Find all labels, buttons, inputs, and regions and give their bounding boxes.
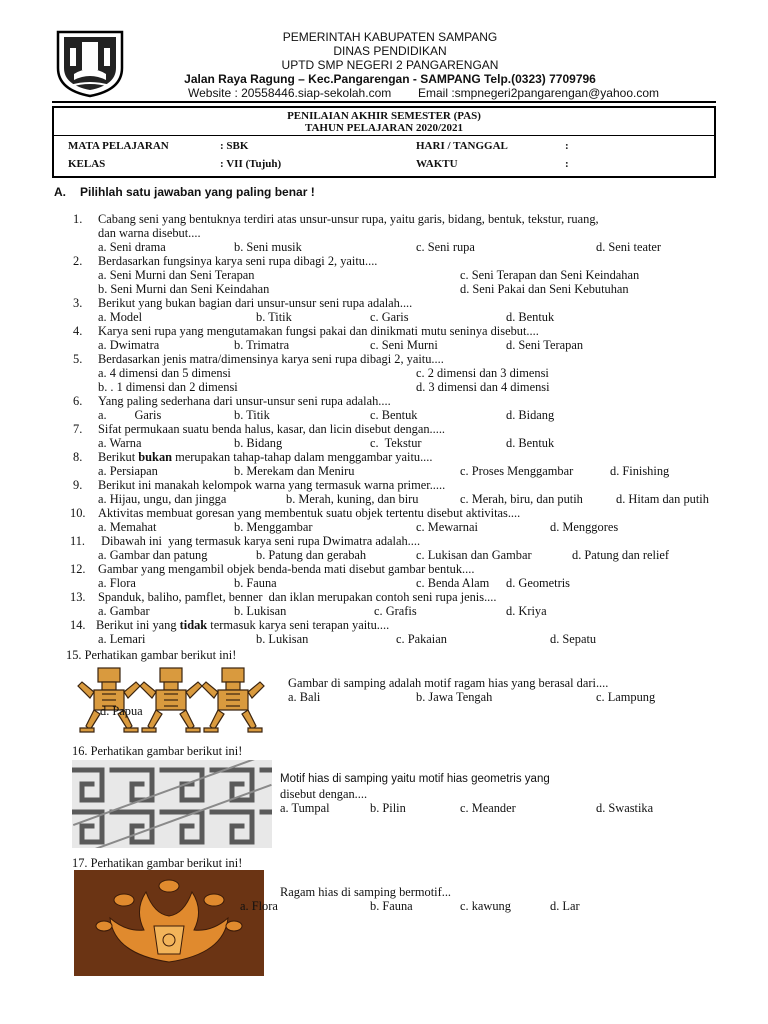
option-c[interactable]: c. Pakaian [396, 632, 447, 646]
header-divider [52, 101, 716, 103]
header-line-2: DINAS PENDIDIKAN [333, 44, 447, 58]
question-emphasis: tidak [179, 618, 208, 632]
option-d[interactable]: d. Bentuk [506, 436, 555, 450]
option-a[interactable]: a. Warna [98, 436, 142, 450]
question-text-cont: disebut dengan.... [280, 787, 368, 801]
question-text-cont: dan warna disebut.... [98, 226, 201, 240]
question-number: 8. [73, 450, 83, 464]
option-b[interactable]: b. Titik [256, 310, 292, 324]
option-a[interactable]: a. Persiapan [98, 464, 158, 478]
question-text: Cabang seni yang bentuknya terdiri atas unsur-unsur rupa, yaitu garis, bidang, bentuk, tekstur, ruang, [98, 212, 599, 226]
question-text [96, 618, 389, 633]
option-a[interactable]: a. 4 dimensi dan 5 dimensi [98, 366, 231, 380]
batik-motif-image [74, 870, 264, 976]
question-heading: 15. Perhatikan gambar berikut ini! [66, 648, 237, 662]
class-value: : VII (Tujuh) [220, 158, 282, 170]
option-a[interactable]: a. Seni Murni dan Seni Terapan [98, 268, 255, 282]
question-text: Karya seni rupa yang mengutamakan fungsi pakai dan dinikmati mutu seninya disebut.... [98, 324, 539, 338]
option-d[interactable]: d. Geometris [506, 576, 571, 590]
option-c[interactable]: c. Bentuk [370, 408, 418, 422]
option-d[interactable]: d. Seni Terapan [506, 338, 584, 352]
option-c[interactable]: c. Proses Menggambar [460, 464, 574, 478]
question-text: Gambar yang mengambil objek benda-benda mati disebut gambar bentuk.... [98, 562, 475, 576]
question-text: Ragam hias di samping bermotif... [280, 885, 452, 899]
question-number: 4. [73, 324, 83, 338]
question-number: 14. [70, 618, 86, 632]
question-number: 10. [70, 506, 86, 520]
option-d[interactable]: d. Bentuk [506, 310, 555, 324]
section-instruction: Pilihlah satu jawaban yang paling benar ! [80, 185, 315, 199]
option-c[interactable]: c. Seni rupa [416, 240, 475, 254]
option-b[interactable]: b. . 1 dimensi dan 2 dimensi [98, 380, 238, 394]
option-c[interactable]: c. Merah, biru, dan putih [460, 492, 583, 506]
option-b[interactable]: b. Merekam dan Meniru [234, 464, 355, 478]
question-text: Spanduk, baliho, pamflet, benner dan iklan merupakan contoh seni rupa jenis.... [98, 590, 497, 604]
option-b[interactable]: b. Trimatra [234, 338, 290, 352]
question-emphasis: bukan [138, 450, 173, 464]
question-text: Sifat permukaan suatu benda halus, kasar, dan licin disebut dengan..... [98, 422, 446, 436]
option-a[interactable]: a. Flora [240, 899, 278, 913]
question-number: 6. [73, 394, 83, 408]
question-number: 9. [73, 478, 83, 492]
question-heading: 17. Perhatikan gambar berikut ini! [72, 856, 243, 870]
question-number: 3. [73, 296, 83, 310]
info-box-divider [54, 135, 714, 136]
option-b[interactable]: b. Titik [234, 408, 270, 422]
school-logo [52, 28, 128, 98]
time-label: WAKTU [416, 158, 458, 170]
class-label: KELAS [68, 158, 106, 170]
option-b[interactable]: b. Jawa Tengah [416, 690, 493, 704]
header-address: Jalan Raya Ragung – Kec.Pangarengan - SAMPANG Telp.(0323) 7709796 [184, 72, 596, 86]
question-text-part: merupakan tahap-tahap dalam menggambar yaitu.... [172, 450, 433, 464]
question-number: 13. [70, 590, 86, 604]
option-b[interactable]: b. Merah, kuning, dan biru [286, 492, 419, 506]
option-b[interactable]: b. Seni musik [234, 240, 302, 254]
day-value: : [565, 140, 569, 152]
option-d[interactable]: d. Sepatu [550, 632, 597, 646]
question-text: Motif hias di samping yaitu motif hias geometris yang [280, 773, 550, 785]
question-text-part: termasuk karya seni terapan yaitu.... [207, 618, 390, 632]
question-heading: 16. Perhatikan gambar berikut ini! [72, 744, 243, 758]
option-d[interactable]: d. Papua [100, 704, 143, 718]
question-number: 5. [73, 352, 83, 366]
option-a[interactable]: a. Model [98, 310, 143, 324]
option-d[interactable]: d. Hitam dan putih [616, 492, 709, 506]
option-c[interactable]: c. kawung [460, 899, 511, 913]
option-a[interactable]: a. Tumpal [280, 801, 330, 815]
option-b[interactable]: b. Bidang [234, 436, 283, 450]
option-a[interactable]: a. Gambar [98, 604, 150, 618]
option-d[interactable]: d. Seni Pakai dan Seni Kebutuhan [460, 282, 629, 296]
option-c[interactable]: c. Lukisan dan Gambar [416, 548, 532, 562]
option-c[interactable]: c. Grafis [374, 604, 417, 618]
option-b[interactable]: b. Pilin [370, 801, 406, 815]
question-text [98, 450, 432, 465]
question-text: Berdasarkan jenis matra/dimensinya karya seni rupa dibagi 2, yaitu.... [98, 352, 444, 366]
option-a[interactable]: a. Dwimatra [98, 338, 160, 352]
option-d[interactable]: d. Seni teater [596, 240, 662, 254]
option-a[interactable]: a. Gambar dan patung [98, 548, 208, 562]
question-text-part: Berikut [98, 450, 139, 464]
question-text-part: Berikut ini yang [96, 618, 180, 632]
option-d[interactable]: d. Swastika [596, 801, 654, 815]
header-email: Email :smpnegeri2pangarengan@yahoo.com [418, 86, 659, 100]
option-c[interactable]: c. Mewarnai [416, 520, 478, 534]
option-c[interactable]: c. Garis [370, 310, 409, 324]
question-text: Yang paling sederhana dari unsur-unsur seni rupa adalah.... [98, 394, 391, 408]
option-c[interactable]: c. Meander [460, 801, 516, 815]
header-website: Website : 20558446.siap-sekolah.com [188, 86, 392, 100]
option-c[interactable]: c. Lampung [596, 690, 656, 704]
option-b[interactable]: b. Fauna [370, 899, 413, 913]
exam-title: PENILAIAN AKHIR SEMESTER (PAS) [287, 110, 481, 122]
question-text: Berikut yang bukan bagian dari unsur-unsur seni rupa adalah.... [98, 296, 413, 310]
subject-label: MATA PELAJARAN [68, 140, 169, 152]
option-b[interactable]: b. Fauna [234, 576, 277, 590]
question-text: Berikut ini manakah kelompok warna yang termasuk warna primer..... [98, 478, 446, 492]
papua-motif-image [76, 664, 276, 736]
header-line-3: UPTD SMP NEGERI 2 PANGARENGAN [281, 58, 499, 72]
option-a[interactable]: a. Seni drama [98, 240, 166, 254]
meander-motif-image [72, 760, 272, 848]
option-c[interactable]: c. Seni Murni [370, 338, 438, 352]
exam-year: TAHUN PELAJARAN 2020/2021 [304, 122, 464, 134]
option-c[interactable]: c. Benda Alam [416, 576, 490, 590]
option-a[interactable]: a. Flora [98, 576, 136, 590]
question-text: Aktivitas membuat goresan yang membentuk suatu objek tertentu disebut aktivitas.... [98, 506, 521, 520]
question-number: 1. [73, 212, 83, 226]
option-d[interactable]: d. Kriya [506, 604, 547, 618]
option-d[interactable]: d. Menggores [550, 520, 619, 534]
option-a[interactable]: a. Bali [288, 690, 321, 704]
option-b[interactable]: b. Patung dan gerabah [256, 548, 367, 562]
option-c[interactable]: c. 2 dimensi dan 3 dimensi [416, 366, 549, 380]
option-d[interactable]: d. Lar [550, 899, 580, 913]
option-d[interactable]: d. Bidang [506, 408, 555, 422]
question-number: 11. [70, 534, 86, 548]
option-b[interactable]: b. Lukisan [256, 632, 309, 646]
question-number: 7. [73, 422, 83, 436]
option-d[interactable]: d. Finishing [610, 464, 670, 478]
option-d[interactable]: d. Patung dan relief [572, 548, 670, 562]
option-a[interactable]: a. Hijau, ungu, dan jingga [98, 492, 227, 506]
option-b[interactable]: b. Lukisan [234, 604, 287, 618]
time-value: : [565, 158, 569, 170]
option-d[interactable]: d. 3 dimensi dan 4 dimensi [416, 380, 550, 394]
option-a[interactable]: a. Memahat [98, 520, 157, 534]
option-c[interactable]: c. Seni Terapan dan Seni Keindahan [460, 268, 640, 282]
option-a[interactable]: a. Lemari [98, 632, 146, 646]
option-a[interactable]: a. Garis [98, 408, 162, 422]
day-label: HARI / TANGGAL [416, 140, 508, 152]
question-text: Gambar di samping adalah motif ragam hias yang berasal dari.... [288, 676, 609, 690]
question-text: Berdasarkan fungsinya karya seni rupa dibagi 2, yaitu.... [98, 254, 378, 268]
option-b[interactable]: b. Seni Murni dan Seni Keindahan [98, 282, 270, 296]
option-b[interactable]: b. Menggambar [234, 520, 313, 534]
question-text: Dibawah ini yang termasuk karya seni rupa Dwimatra adalah.... [98, 534, 421, 548]
question-number: 12. [70, 562, 86, 576]
question-number: 2. [73, 254, 83, 268]
subject-value: : SBK [220, 140, 249, 152]
option-c[interactable]: c. Tekstur [370, 436, 422, 450]
header-line-1: PEMERINTAH KABUPATEN SAMPANG [282, 30, 498, 44]
section-letter: A. [54, 185, 66, 199]
